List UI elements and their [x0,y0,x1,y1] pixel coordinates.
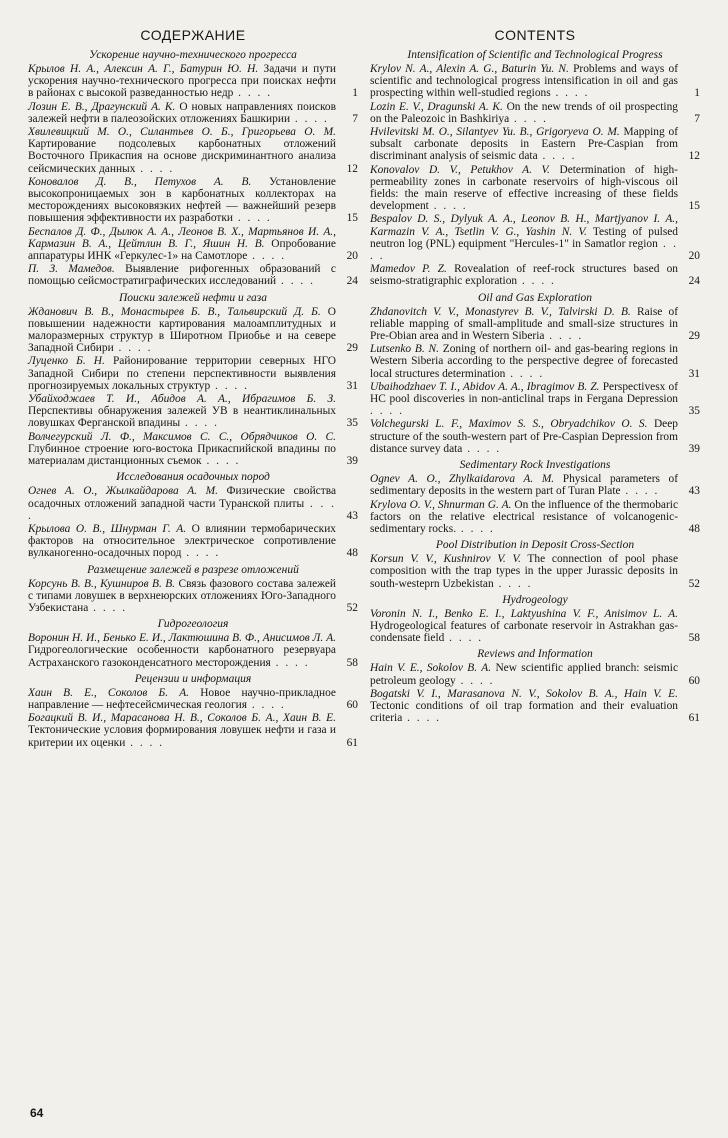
toc-entry-authors: Hain V. E., Sokolov B. A. [370,662,492,675]
toc-entry-authors: Konovalov D. V., Petukhov A. V. [370,163,550,176]
toc-entry-title: Zoning of northern oil- and gas-bearing regions in Western Siberia according to the perspective degree of forecasted local structures determination [370,343,679,380]
toc-entry-authors: Bogatski V. I., Marasanova N. V., Sokolov B. A., Hain V. E. [370,687,678,700]
toc-entry-title: Новое научно-прикладное направление — нефтесейсмическая геология [28,686,336,711]
toc-entry [28,355,358,392]
toc-entry-title: The connection of pool phase composition with the trap types in the upper Jurassic deposits in south-westeprn Uzbekistan [370,553,678,590]
toc-leader-dots: . . . . [125,736,165,749]
toc-entry-title: О повышении надежности картирования малоамплитудных и малоразмерных структур в Широтном Приобье и на севере Западной Сибири [28,305,336,355]
toc-entry-page: 1 [352,87,358,100]
toc-entry [370,553,700,590]
toc-leader-dots: . . . . [517,275,556,288]
toc-entry [370,306,700,343]
section-title: Pool Distribution in Deposit Cross-Section [435,539,635,552]
section-title: Hydrogeology [502,593,568,606]
toc-entry-page: 43 [688,485,700,498]
toc-leader-dots: . . . . [135,162,175,175]
toc-entry-title: Районирование территории северных НГО Западной Сибири по степени перспективности выявления прогнозируемых локальных структур [28,355,336,392]
toc-entry-title: Глубинное строение юго-востока Прикаспийской впадины по материалам дистанционных съемок [28,442,336,468]
toc-entry [370,101,700,125]
toc-entry-page: 52 [688,577,700,590]
toc-entry-page: 58 [688,632,700,645]
toc-entry-authors: Korsun V. V., Kushnirov V. V. [370,553,521,566]
toc-leader-dots: . . . . [181,547,221,560]
toc-entry-text [28,578,336,615]
toc-entry-page: 31 [688,367,700,380]
toc-entry-page: 24 [346,275,358,288]
toc-entry-text [28,263,336,287]
toc-entry-title: Determination of high-permeability zones in carbonate reservoirs of high-viscous oil fields: the main reserve of effective increasing of these fields development [370,163,678,213]
toc-entry-title: Hydrogeological features of carbonate reservoir in Astrakhan gas-condensate field [370,619,678,645]
toc-leader-dots: . . . . [544,330,584,343]
toc-leader-dots: . . . . [28,497,336,522]
toc-leader-dots: . . . . [210,379,249,392]
toc-entry [370,418,700,455]
toc-entry-text [28,393,336,430]
toc-entry [28,263,358,287]
toc-entry [370,164,700,213]
toc-entry-authors: Жданович В. В., Монастырев Б. В., Тальвирский Д. Б. [28,305,321,318]
toc-leader-dots: . . . . [370,237,678,263]
toc-entry-text [370,306,678,343]
toc-entry-page: 7 [352,112,358,125]
toc-entry-text [370,473,678,497]
toc-entry [370,63,700,100]
toc-entry [28,485,358,522]
toc-entry-page: 31 [346,379,358,392]
toc-leader-dots: . . . . [550,87,590,100]
toc-entry-title: Physical parameters of sedimentary deposits in the western part of Turan Plate [370,473,678,498]
toc-entry-page: 61 [688,712,700,725]
toc-leader-dots: . . . . [402,712,442,725]
toc-entry-authors: Богацкий В. И., Марасанова Н. В., Соколов Б. А., Хаин В. Е. [28,712,336,725]
toc-entry-title: On the influence of the thermobaric factors on the relative electrical resistance of volcanogenic-sedimentary rocks. [370,498,678,535]
toc-entry-authors: Волчегурский Л. Ф., Максимов С. С., Обрядчиков О. С. [28,430,336,443]
toc-entry-page: 39 [346,455,358,468]
contents-heading-en: CONTENTS [494,27,576,43]
toc-leader-dots: . . . . [246,698,286,711]
toc-leader-dots: . . . . [270,656,310,669]
section-title: Reviews and Information [477,648,593,661]
toc-leader-dots: . . . . [233,87,273,100]
toc-entry-title: Установление высокопроницаемых зон в карбонатных коллекторах на месторождениях высоковязких нефтей — важнейший резерв повышения эффективности их разработки [28,175,336,225]
toc-leader-dots: . . . . [201,455,241,468]
toc-entry-title: Выявление рифогенных образований с помощью сейсмостратиграфических исследований [28,263,336,288]
toc-entry-text [28,355,336,392]
toc-entry-page: 29 [688,330,700,343]
toc-entry-text [370,381,678,418]
toc-entry-text [370,553,678,590]
toc-entry-text [28,687,336,711]
toc-entry-text [28,126,336,175]
toc-entry-authors: Луценко Б. Н. [28,355,105,368]
toc-entry-text [370,343,678,380]
toc-entry-page: 7 [694,112,700,125]
toc-entry-authors: Убайходжаев Т. И., Абидов А. А., Ибрагимов Б. З. [28,393,336,406]
toc-entry-authors: Коновалов Д. В., Петухов А. В. [28,175,252,188]
toc-entry [370,343,700,380]
toc-entry-authors: Лозин Е. В., Драгунский А. К. [28,100,176,113]
toc-entry [370,263,700,287]
toc-leader-dots: . . . . [444,632,484,645]
toc-entry-authors: Хвилевицкий М. О., Силантьев О. Б., Григорьева О. М. [28,126,336,139]
toc-entry-authors: Lozin E. V., Dragunski A. K. [370,100,503,113]
toc-entry-text [28,712,336,749]
toc-entry-page: 20 [688,250,700,263]
toc-entry-text [28,63,336,100]
toc-entry-text [28,101,336,125]
section-title: Гидрогеология [157,618,229,631]
toc-leader-dots: . . . . [428,200,468,213]
section-title: Oil and Gas Exploration [477,291,593,304]
toc-entry [370,126,700,163]
toc-entry-page: 20 [346,250,358,263]
toc-entry-text [370,662,678,686]
page-number: 64 [30,1106,44,1120]
toc-entry-page: 60 [688,674,700,687]
toc-entry-authors: Воронин Н. И., Бенько Е. И., Лактюшина В. Ф., Анисимов Л. А. [28,632,336,645]
toc-entry [28,176,358,225]
contents-heading-ru: СОДЕРЖАНИЕ [140,27,246,43]
toc-entry-page: 48 [346,547,358,560]
toc-entry-authors: Огнев А. О., Жылкайдарова А. М. [28,485,218,498]
toc-entry-authors: П. З. Мамедов. [28,263,115,276]
toc-entry-page: 52 [346,601,358,614]
toc-entry [370,499,700,536]
toc-entry-page: 39 [688,442,700,455]
toc-entry-page: 35 [346,417,358,430]
toc-entry-title: О новых направлениях поисков залежей нефти в палеозойских отложениях Башкирии [28,100,336,125]
toc-entry [28,431,358,468]
toc-entry-title: New scientific applied branch: seismic petroleum geology [370,662,678,687]
toc-entry-authors: Беспалов Д. Ф., Дылюк А. А., Леонов В. Х., Мартьянов И. А., Кармазин В. А., Цейтлин В. Г., Яшин Н. В. [28,225,336,250]
toc-entry-page: 48 [688,522,700,535]
toc-entry-authors: Крылов Н. А., Алексин А. Г., Батурин Ю. Н. [28,63,259,75]
toc-leader-dots: . . . . [113,342,153,355]
toc-entry [370,608,700,645]
section-title: Ускорение научно-технического прогресса [89,49,297,61]
toc-leader-dots: . . . . [180,417,219,430]
toc-entry-page: 1 [694,87,700,100]
toc-entry-text [370,688,678,725]
toc-entry-title: Физические свойства осадочных отложений западной части Туранской плиты [28,485,337,510]
toc-entry-text [28,485,336,522]
toc-leader-dots: . . . . [247,250,287,263]
toc-leader-dots: . . . . [537,150,577,163]
toc-entry-title: Связь фазового состава залежей с типами ловушек в верхнеюрских отложениях Юго-Западного Узбекистана [28,577,336,614]
toc-entry-authors: Krylov N. A., Alexin A. G., Baturin Yu. N. [370,63,569,75]
toc-leader-dots: . . . . [232,212,272,225]
toc-entry [370,213,700,262]
toc-entry-title: Perspectivesx of HC pool discoveries in non-anticlinal traps in Fergana Depression [370,380,678,406]
section-title: Рецензии и информация [134,672,252,685]
toc-entry-title: On the new trends of oil prospecting on the Paleozoic in Bashkiriya [370,100,678,125]
toc-entry-title: Опробование аппаратуры ИНК «Геркулес-1» на Самотлоре [28,237,336,263]
toc-entry-page: 35 [688,405,700,418]
toc-entry-page: 43 [346,509,358,522]
toc-entry [28,632,358,669]
toc-entry [28,101,358,125]
toc-entry-title: Гидрогеологические особенности карбонатного резервуара Астраханского газоконденсатного месторождения [28,644,336,669]
toc-entry [28,126,358,175]
toc-entry-text [28,226,336,263]
toc-entry-authors: Корсунь В. В., Кушниров В. В. [28,577,176,590]
section-title: Intensification of Scientific and Technological Progress [407,49,663,61]
toc-entry-page: 12 [688,150,700,163]
toc-leader-dots: . . . . [493,577,533,590]
toc-entry-title: Перспективы обнаружения залежей УВ в неантиклинальных ловушках Ферганской впадины [28,405,336,430]
toc-entry-authors: Volchegurski L. F., Maximov S. S., Obryadchikov O. S. [370,418,648,431]
toc-entry-title: Raise of reliable mapping of small-amplitude and small-size structures in Pre-Obian area and in Western Siberia [370,305,678,343]
toc-leader-dots: . . . . [505,367,545,380]
toc-entry [370,473,700,497]
toc-leader-dots: . . . . [509,112,548,125]
section-title: Поиски залежей нефти и газа [118,291,268,304]
toc-entry [28,63,358,100]
toc-entry-text [370,126,678,163]
toc-leader-dots: . . . . [88,601,128,614]
toc-leader-dots: . . . . [456,522,495,535]
toc-entry-title: О влиянии термобарических факторов на относительное электрическое сопротивление вулканогенно-осадочных пород [28,522,336,560]
toc-entry-page: 24 [688,275,700,288]
toc-entry-text [370,164,678,213]
toc-entry-text [28,431,336,468]
toc-entry-authors: Bespalov D. S., Dylyuk A. A., Leonov B. H., Martjyanov I. A., Karmazin V. A., Tsetlin V. G., Yashin N. V. [370,213,678,238]
toc-entry-page: 61 [346,736,358,749]
toc-entry [28,226,358,263]
toc-entry [28,578,358,615]
toc-entry-authors: Mamedov P. Z. [370,263,447,276]
toc-entry-text [370,213,678,262]
toc-entry [28,712,358,749]
contents-russian [28,26,358,750]
toc-entry-page: 58 [346,656,358,669]
toc-entry-title: Rovealation of reef-rock structures based on seismo-stratigraphic exploration [370,263,678,288]
toc-entry-authors: Крылова О. В., Шнурман Г. А. [28,522,187,535]
toc-entry [28,306,358,355]
toc-leader-dots: . . . . [462,442,502,455]
toc-entry [370,381,700,418]
toc-entry-authors: Хаин В. Е., Соколов Б. А. [28,686,190,699]
contents-list-en [370,49,700,724]
toc-entry [28,523,358,560]
contents-english [370,26,700,725]
toc-entry [28,393,358,430]
toc-entry-text [370,101,678,125]
toc-entry [28,687,358,711]
section-title: Размещение залежей в разрезе отложений [87,563,299,576]
toc-entry-text [28,632,336,669]
section-title: Sedimentary Rock Investigations [459,459,611,472]
toc-leader-dots: . . . . [290,112,329,125]
toc-entry-page: 12 [346,162,358,175]
toc-entry-page: 15 [688,200,700,213]
section-title: Исследования осадочных пород [116,471,270,484]
toc-entry-title: Картирование подсолевых карбонатных отложений Восточного Прикаспия на основе дискриминантного анализа сейсмических данных [28,138,336,175]
toc-entry [370,688,700,725]
toc-entry-title: Тектонические условия формирования ловушек нефти и газа и критерии их оценки [28,724,336,749]
toc-entry-title: Testing of pulsed neutron log (PNL) equipment "Hercules-1" in Samatlor region [370,225,678,250]
toc-entry-text [370,263,678,287]
toc-entry-text [370,63,678,100]
toc-leader-dots: . . . . [455,674,495,687]
toc-entry-page: 15 [346,212,358,225]
toc-entry-authors: Krylova O. V., Shnurman G. A. [370,498,512,511]
toc-entry-authors: Lutsenko B. N. [370,343,439,356]
toc-entry-title: Problems and ways of scientific and technological progress intensification in oil and gas prospecting within well-studied regions [370,63,678,100]
toc-entry-page: 60 [346,698,358,711]
toc-entry-text [370,418,678,455]
toc-entry-authors: Zhdanovitch V. V., Monastyrev B. V., Talvirski D. B. [370,305,631,318]
toc-entry-title: Задачи и пути ускорения научно-технического прогресса при поисках нефти в районах с высокой разведанностью недр [28,63,336,100]
toc-entry-title: Deep structure of the south-western part of Pre-Caspian Depression from distance survey data [370,418,678,455]
toc-leader-dots: . . . . [620,485,660,498]
toc-entry-title: Mapping of subsalt carbonate deposits in Eastern Pre-Caspian from discriminant analysis of seismic data [370,126,678,163]
toc-entry-text [28,306,336,355]
toc-entry-authors: Voronin N. I., Benko E. I., Laktyushina V. F., Anisimov L. A. [370,607,678,620]
toc-entry-page: 29 [346,342,358,355]
toc-entry-text [28,176,336,225]
toc-entry-authors: Ognev A. O., Zhylkaidarova A. M. [370,473,555,486]
toc-leader-dots: . . . . [276,275,315,288]
toc-leader-dots: . . . . [370,405,404,418]
toc-entry-text [370,499,678,536]
toc-entry-title: Tectonic conditions of oil trap formation and their evaluation criteria [370,699,678,725]
toc-entry [370,662,700,686]
contents-list-ru [28,49,358,749]
toc-entry-authors: Hvilevitski M. O., Silantyev Yu. B., Grigoryeva O. M. [370,126,620,139]
toc-entry-text [370,608,678,645]
toc-entry-authors: Ubaihodzhaev T. I., Abidov A. A., Ibragimov B. Z. [370,380,600,393]
toc-entry-text [28,523,336,560]
